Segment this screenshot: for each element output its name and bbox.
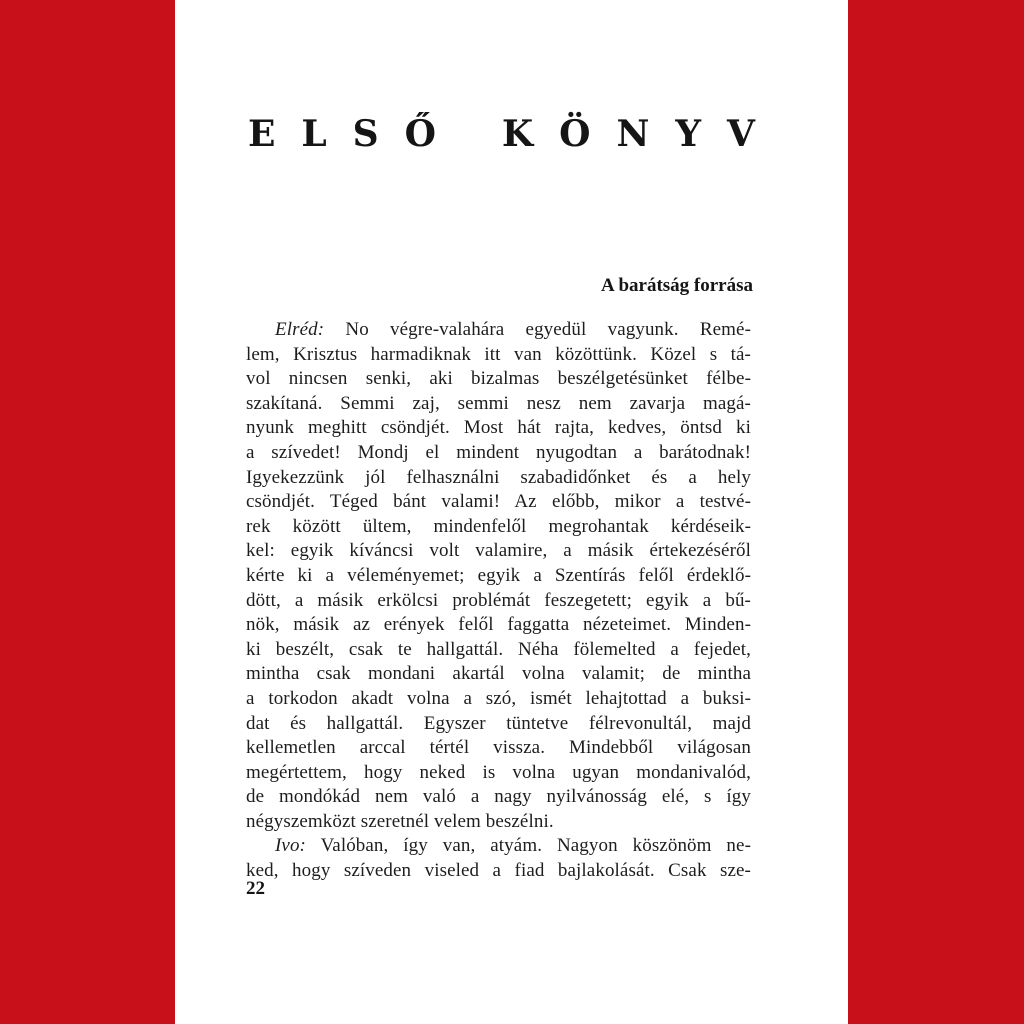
text-line: négyszemközt szeretnél velem beszélni. (246, 810, 554, 832)
text-line: lem, Krisztus harmadiknak itt van közöttünk. Közel s tá- (246, 343, 751, 365)
text-line: szakítaná. Semmi zaj, semmi nesz nem zavarja magá- (246, 392, 751, 414)
text-line: mintha csak mondani akartál volna valamit; de mintha (246, 663, 751, 685)
title-letter: V (726, 113, 755, 155)
text-line: kellemetlen arccal tértél vissza. Mindebből világosan (246, 737, 751, 759)
text-line: Igyekezzünk jól felhasználni szabadidőnket és a hely (246, 466, 751, 488)
text-line: dött, a másik erkölcsi problémát feszegetett; egyik a bű- (246, 589, 751, 611)
title-word-gap (462, 111, 476, 157)
page-number: 22 (246, 878, 265, 899)
book-title (248, 111, 755, 157)
text-line: a szívedet! Mondj el mindent nyugodtan a barátodnak! (246, 441, 751, 463)
text-line: dat és hallgattál. Egyszer tüntetve félrevonultál, majd (246, 712, 751, 734)
text-line: csöndjét. Téged bánt valami! Az előbb, mikor a testvé- (246, 491, 751, 513)
title-letter: S (352, 113, 379, 155)
text-line: megértettem, hogy neked is volna ugyan mondanivalód, (246, 761, 751, 783)
text-line: Ivo: Valóban, így van, atyám. Nagyon köszönöm ne- (275, 835, 751, 857)
title-letter: E (248, 113, 276, 155)
section-heading: A barátság forrása (601, 275, 753, 296)
book-page (175, 0, 848, 1024)
text-line: Elréd: No végre-valahára egyedül vagyunk. Remé- (275, 319, 751, 340)
text-line: ked, hogy szíveden viseled a fiad bajlakolását. Csak sze- (246, 860, 751, 882)
text-line: nök, másik az erények felől faggatta nézeteimet. Minden- (246, 614, 751, 636)
text-line: kérte ki a véleményemet; egyik a Szentírás felől érdeklő- (246, 564, 751, 586)
title-letter: Y (675, 113, 702, 155)
text-line: vol nincsen senki, aki bizalmas beszélgetésünket félbe- (246, 368, 751, 390)
text-line: rek között ültem, mindenfelől megrohantak kérdéseik- (246, 515, 751, 537)
title-letter: L (301, 113, 327, 155)
title-letter: K (501, 113, 534, 155)
title-letter: Ő (404, 113, 436, 155)
speaker-name: Ivo: (275, 835, 306, 857)
text-line: de mondókád nem való a nagy nyilvánosság elé, s így (246, 786, 751, 808)
text-line: kel: egyik kíváncsi volt valamire, a másik értekezéséről (246, 540, 751, 562)
title-letter: Ö (559, 113, 591, 155)
speaker-name: Elréd: (275, 319, 325, 340)
body-text (246, 318, 751, 884)
text-line: ki beszélt, csak te hallgattál. Néha fölemelted a fejedet, (246, 638, 751, 660)
title-letter: N (616, 113, 650, 155)
text-line: a torkodon akadt volna a szó, ismét lehajtottad a buksi- (246, 687, 751, 709)
text-line: nyunk meghitt csöndjét. Most hát rajta, kedves, öntsd ki (246, 417, 751, 439)
